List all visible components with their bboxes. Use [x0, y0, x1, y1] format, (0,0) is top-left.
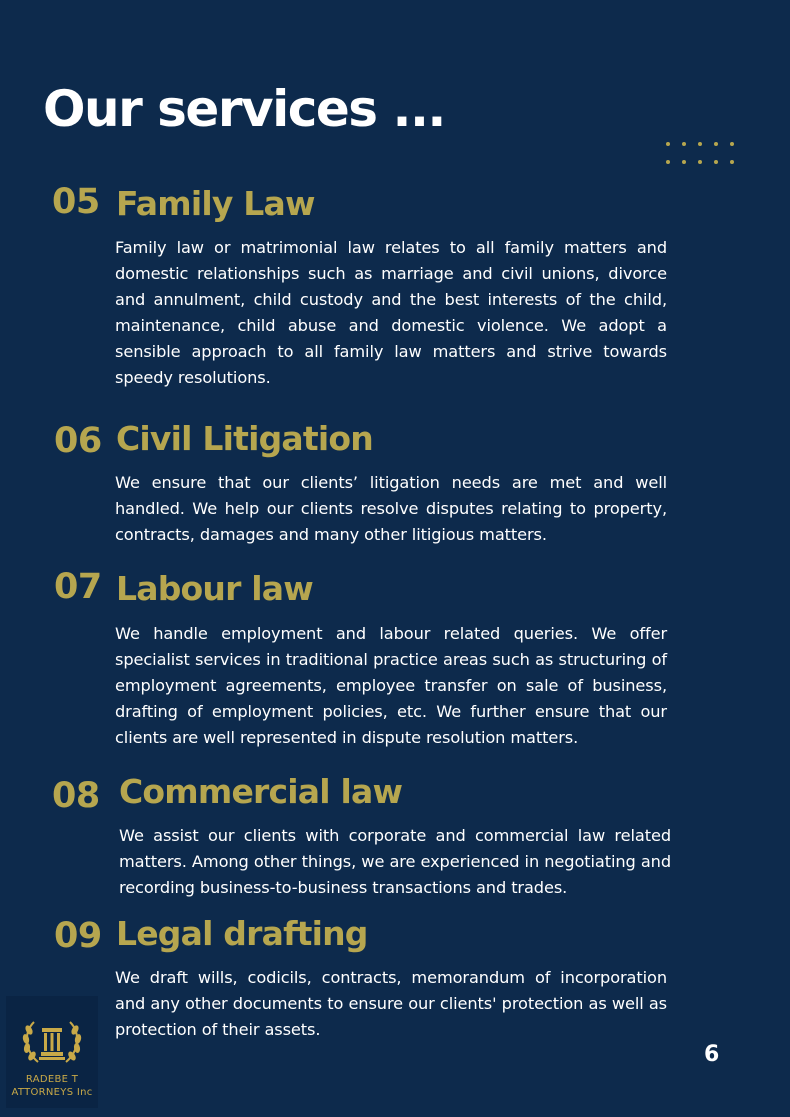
logo-text-line1: RADEBE T [25, 1074, 79, 1085]
decorative-dots [666, 142, 741, 166]
firm-logo [6, 996, 98, 1108]
section-heading: Labour law [116, 569, 313, 608]
section-heading: Legal drafting [116, 914, 368, 953]
section-number: 07 [54, 567, 102, 607]
page-number: 6 [704, 1042, 720, 1067]
section-body: We draft wills, codicils, contracts, memorandum of incorporation and any other documents to ensure our clients' protection as well as protection of their assets. [115, 968, 667, 1039]
section-number: 05 [52, 182, 100, 222]
page-title: Our services ... [43, 80, 445, 138]
section-body: We handle employment and labour related queries. We offer specialist services in traditional practice areas such as structuring of employment agreements, employee transfer on sale of business, drafting of employment policies, etc. We further ensure that our clients are well represented in dispute resolution matters. [115, 624, 667, 747]
section-number: 06 [54, 421, 102, 461]
section-heading: Civil Litigation [116, 419, 373, 458]
logo-text-line2: ATTORNEYS Inc [11, 1087, 93, 1098]
section-body: We ensure that our clients’ litigation needs are met and well handled. We help our clients resolve disputes relating to property, contracts, damages and many other litigious matters. [115, 473, 667, 544]
section-heading: Family Law [116, 184, 315, 223]
section-number: 09 [54, 916, 102, 956]
section-number: 08 [52, 776, 100, 816]
section-body: Family law or matrimonial law relates to all family matters and domestic relationships such as marriage and civil unions, divorce and annulment, child custody and the best interests of the child, maintenance, child abuse and domestic violence. We adopt a sensible approach to all family law matters and strive towards speedy resolutions. [115, 238, 667, 387]
section-heading: Commercial law [119, 772, 403, 811]
section-body: We assist our clients with corporate and commercial law related matters. Among other things, we are experienced in negotiating and recording business-to-business transactions and trades. [119, 826, 671, 897]
laurel-pillar-icon [20, 1016, 84, 1070]
